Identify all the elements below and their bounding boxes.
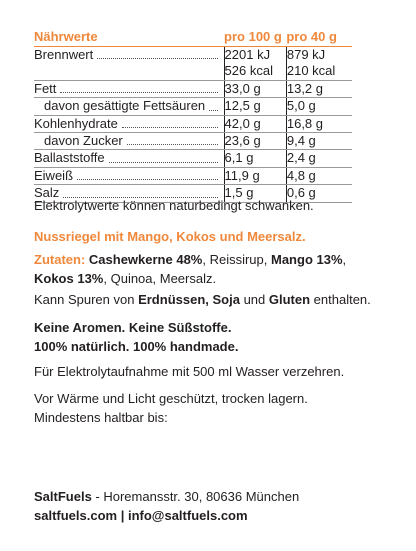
nutrition-value-per-100g: 23,6 g: [224, 133, 286, 150]
company-address: - Horemansstr. 30, 80636 München: [91, 489, 300, 504]
storage-line-1: Vor Wärme und Licht geschützt, trocken lagern.: [34, 391, 308, 406]
nutrition-label-wrap: [34, 98, 224, 114]
claims: [34, 318, 384, 356]
nutrition-value-per-100g: 33,0 g: [224, 80, 286, 97]
nutrition-row-label-cell: [34, 115, 224, 132]
nutrition-value-per-40g: 16,8 g: [286, 115, 352, 132]
company-name: SaltFuels: [34, 489, 92, 504]
ingredient-kokos: Kokos 13%: [34, 271, 104, 286]
product-title: Nussriegel mit Mango, Kokos und Meersalz.: [34, 229, 306, 244]
nutrition-row: [34, 98, 352, 115]
nutrition-header-row: [34, 28, 352, 47]
nutrition-header-label: Nährwerte: [34, 28, 224, 47]
nutrition-value-per-40g: 210 kcal: [286, 63, 352, 80]
electrolyte-note: Elektrolytwerte können naturbedingt schwanken.: [34, 198, 314, 213]
nutrition-value-per-100g: 6,1 g: [224, 150, 286, 167]
nutrition-row-label-cell: [34, 150, 224, 167]
nutrition-header-per-100g: pro 100 g: [224, 28, 286, 47]
ingredient-sep1: , Reissirup,: [202, 252, 271, 267]
nutrition-label-wrap: [34, 133, 224, 149]
claim-1: Keine Aromen. Keine Süßstoffe.: [34, 320, 232, 335]
nutrition-row-label-cell: [34, 80, 224, 97]
ingredients-label: Zutaten:: [34, 252, 86, 267]
nutrition-row: [34, 115, 352, 132]
nutrition-label: Kohlenhydrate: [34, 115, 118, 131]
nutrition-label: davon gesättigte Fettsäuren: [44, 98, 206, 114]
nutrition-label-wrap: [34, 168, 224, 184]
ingredient-sep2: ,: [342, 252, 347, 267]
company-info: [34, 487, 384, 525]
nutrition-label-wrap: [34, 81, 224, 97]
nutrition-value-per-100g: 2201 kJ: [224, 47, 286, 64]
nutrition-row: [34, 80, 352, 97]
nutrition-body: [34, 47, 352, 203]
company-divider: |: [117, 508, 128, 523]
nutrition-value-per-40g: 13,2 g: [286, 80, 352, 97]
nutrition-value-per-40g: 2,4 g: [286, 150, 352, 167]
ingredient-cashew: Cashewkerne 48%: [88, 252, 203, 267]
allergen-mid: und: [239, 292, 269, 307]
nutrition-value-per-40g: 4,8 g: [286, 167, 352, 184]
nutrition-label-wrap: [34, 116, 224, 132]
ingredient-mango: Mango 13%: [271, 252, 343, 267]
dotted-leader: [77, 179, 218, 180]
dotted-leader: [209, 110, 217, 111]
dotted-leader: [127, 144, 218, 145]
nutrition-row-label-cell: [34, 63, 224, 80]
nutrition-row: [34, 47, 352, 64]
allergen-2: Gluten: [268, 292, 311, 307]
nutrition-table: [34, 28, 352, 203]
ingredient-rest: , Quinoa, Meersalz.: [103, 271, 217, 286]
company-email-link[interactable]: info@saltfuels.com: [127, 508, 248, 523]
nutrition-label-wrap: [34, 47, 224, 63]
nutrition-value-per-40g: 879 kJ: [286, 47, 352, 64]
allergen-post: enthalten.: [310, 292, 371, 307]
nutrition-value-per-40g: 9,4 g: [286, 133, 352, 150]
nutrition-row-label-cell: [34, 47, 224, 64]
nutrition-label: Fett: [34, 80, 57, 96]
usage-instructions: Für Elektrolytaufnahme mit 500 ml Wasser verzehren.: [34, 364, 345, 379]
nutrition-value-per-100g: 526 kcal: [224, 63, 286, 80]
nutrition-row-label-cell: [34, 98, 224, 115]
dotted-leader: [97, 58, 217, 59]
nutrition-row: [34, 133, 352, 150]
ingredients: [34, 250, 384, 288]
nutrition-label-wrap: [34, 150, 224, 166]
nutrition-label: Ballaststoffe: [34, 150, 105, 166]
nutrition-value-per-40g: 0,6 g: [286, 185, 352, 202]
nutrition-header-per-40g: pro 40 g: [286, 28, 352, 47]
dotted-leader: [122, 127, 218, 128]
nutrition-value-per-100g: 12,5 g: [224, 98, 286, 115]
nutrition-value-per-100g: 1,5 g: [224, 185, 286, 202]
nutrition-label: Eiweiß: [34, 167, 74, 183]
nutrition-row-label-cell: [34, 133, 224, 150]
storage-line-2: Mindestens haltbar bis:: [34, 410, 168, 425]
company-website-link[interactable]: saltfuels.com: [34, 508, 118, 523]
allergen-pre: Kann Spuren von: [34, 292, 139, 307]
claim-2: 100% natürlich. 100% handmade.: [34, 339, 239, 354]
nutrition-row-label-cell: [34, 167, 224, 184]
nutrition-value-per-40g: 5,0 g: [286, 98, 352, 115]
dotted-leader: [109, 162, 218, 163]
nutrition-label: Brennwert: [34, 47, 94, 62]
nutrition-value-per-100g: 11,9 g: [224, 167, 286, 184]
nutrition-label: davon Zucker: [44, 133, 123, 149]
storage-instructions: [34, 389, 384, 427]
allergen-note: [34, 290, 384, 309]
dotted-leader: [60, 92, 217, 93]
allergen-1: Erdnüssen, Soja: [138, 292, 240, 307]
nutrition-value-per-100g: 42,0 g: [224, 115, 286, 132]
nutrition-label: Salz: [34, 185, 60, 201]
nutrition-row: [34, 167, 352, 184]
nutrition-row: [34, 63, 352, 80]
nutrition-row: [34, 150, 352, 167]
